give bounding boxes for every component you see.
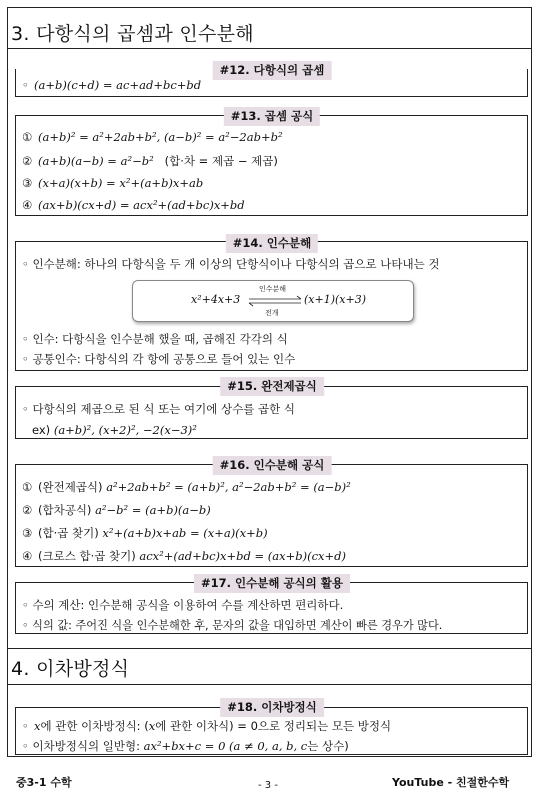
expand-label: 전개 xyxy=(265,309,279,317)
formula-note: (합·차 = 제곱 − 제곱) xyxy=(164,154,278,168)
formula: a²+2ab+b² = (a+b)², a²−2ab+b² = (a−b)² xyxy=(106,480,351,494)
formula-label: (합차공식) xyxy=(38,503,92,517)
factorize-label: 인수분해 xyxy=(259,285,287,293)
formula: (a+b)(c+d) = ac+ad+bc+bd xyxy=(34,78,202,92)
perfect-square-definition: ◦ 다항식의 제곱으로 된 식 또는 여기에 상수를 곱한 식 xyxy=(22,402,295,416)
formula-label: (크로스 합·곱 찾기) xyxy=(38,549,136,563)
quadratic-general-form xyxy=(22,738,349,754)
application-calc: ◦ 수의 계산: 인수분해 공식을 이용하여 수를 계산하면 편리하다. xyxy=(22,598,344,612)
box12-line xyxy=(22,78,201,92)
general-form-label: ◦ 이차방정식의 일반형: xyxy=(22,739,140,753)
formula: (x+a)(x+b) = x²+(a+b)x+ab xyxy=(38,176,204,190)
box14-title: #14. 인수분해 xyxy=(226,234,318,253)
general-form-note: 는 상수) xyxy=(307,739,349,753)
formula-label: (완전제곱식) xyxy=(38,480,103,494)
section-divider xyxy=(7,48,532,49)
common-factor-definition: ◦ 공통인수: 다항식의 각 항에 공통으로 들어 있는 인수 xyxy=(22,352,296,366)
box12-title: #12. 다항식의 곱셈 xyxy=(213,61,332,80)
item-number: ② xyxy=(22,503,33,517)
box16-title: #16. 인수분해 공식 xyxy=(213,456,332,475)
formula: (a+b)(a−b) = a²−b² xyxy=(38,154,154,168)
box13-title: #13. 곱셈 공식 xyxy=(224,107,320,126)
formula: acx²+(ad+bc)x+bd = (ax+b)(cx+d) xyxy=(139,549,347,563)
factored-expression: (x+1)(x+3) xyxy=(304,293,367,306)
item-number: ③ xyxy=(22,526,33,540)
box-multiplication-formulas xyxy=(15,115,528,216)
item-number: ④ xyxy=(22,549,33,563)
example-label: ex) xyxy=(32,423,51,437)
box18-title: #18. 이차방정식 xyxy=(220,698,324,717)
item-number: ④ xyxy=(22,198,33,212)
quadratic-definition xyxy=(22,718,391,734)
variable: x xyxy=(34,719,41,733)
definition-text: 에 관한 이차방정식: ( xyxy=(40,719,149,733)
section-title-3: 3. 다항식의 곱셈과 인수분해 xyxy=(11,23,254,45)
box17-title: #17. 인수분해 공식의 활용 xyxy=(194,574,350,593)
formula: a²−b² = (a+b)(a−b) xyxy=(95,503,211,517)
double-arrow-icon xyxy=(247,295,303,307)
definition-text: 에 관한 이차식) = 0으로 정리되는 모든 방정식 xyxy=(155,719,392,733)
bullet: ◦ xyxy=(22,719,29,733)
section-title-4: 4. 이차방정식 xyxy=(11,658,130,680)
formula-label: (합·곱 찾기) xyxy=(38,526,99,540)
expanded-expression: x²+4x+3 xyxy=(191,293,241,306)
factor-formula-row-1 xyxy=(22,479,351,495)
footer-page-number: - 3 - xyxy=(258,780,278,791)
footer-course: 중3-1 수학 xyxy=(16,776,72,789)
item-number: ① xyxy=(22,480,33,494)
section-divider xyxy=(7,648,532,649)
factor-definition: ◦ 인수: 다항식을 인수분해 했을 때, 곱해진 각각의 식 xyxy=(22,332,288,346)
bullet: ◦ xyxy=(22,78,29,92)
formula-row-1 xyxy=(22,130,283,144)
variable: x xyxy=(148,719,156,733)
factor-formula-row-2 xyxy=(22,502,211,518)
formula: x²+(a+b)x+ab = (x+a)(x+b) xyxy=(102,526,268,540)
perfect-square-example xyxy=(32,423,197,437)
footer-channel: YouTube - 친절한수학 xyxy=(392,776,510,789)
factorization-definition: ◦ 인수분해: 하나의 다항식을 두 개 이상의 단항식이나 다항식의 곱으로 나타내는 것 xyxy=(22,257,440,271)
section-divider xyxy=(7,684,532,685)
general-form-formula: ax²+bx+c = 0 (a ≠ 0, a, b, c xyxy=(143,739,308,753)
box-factorization-formulas xyxy=(15,464,528,567)
box-factorization xyxy=(15,241,528,371)
formula-row-4 xyxy=(22,198,245,212)
item-number: ③ xyxy=(22,176,33,190)
formula: (ax+b)(cx+d) = acx²+(ad+bc)x+bd xyxy=(38,198,245,212)
item-number: ① xyxy=(22,130,33,144)
factorization-diagram xyxy=(132,280,414,322)
factor-formula-row-3 xyxy=(22,525,268,541)
formula-row-3 xyxy=(22,176,203,190)
application-value: ◦ 식의 값: 주어진 식을 인수분해한 후, 문자의 값을 대입하면 계산이 빠른 경우가 많다. xyxy=(22,619,443,632)
formula: (a+b)² = a²+2ab+b², (a−b)² = a²−2ab+b² xyxy=(38,130,283,144)
box15-title: #15. 완전제곱식 xyxy=(220,377,324,396)
formula-row-2 xyxy=(22,153,278,169)
item-number: ② xyxy=(22,154,33,168)
factor-formula-row-4 xyxy=(22,548,346,564)
example-formula: (a+b)², (x+2)², −2(x−3)² xyxy=(53,423,197,437)
